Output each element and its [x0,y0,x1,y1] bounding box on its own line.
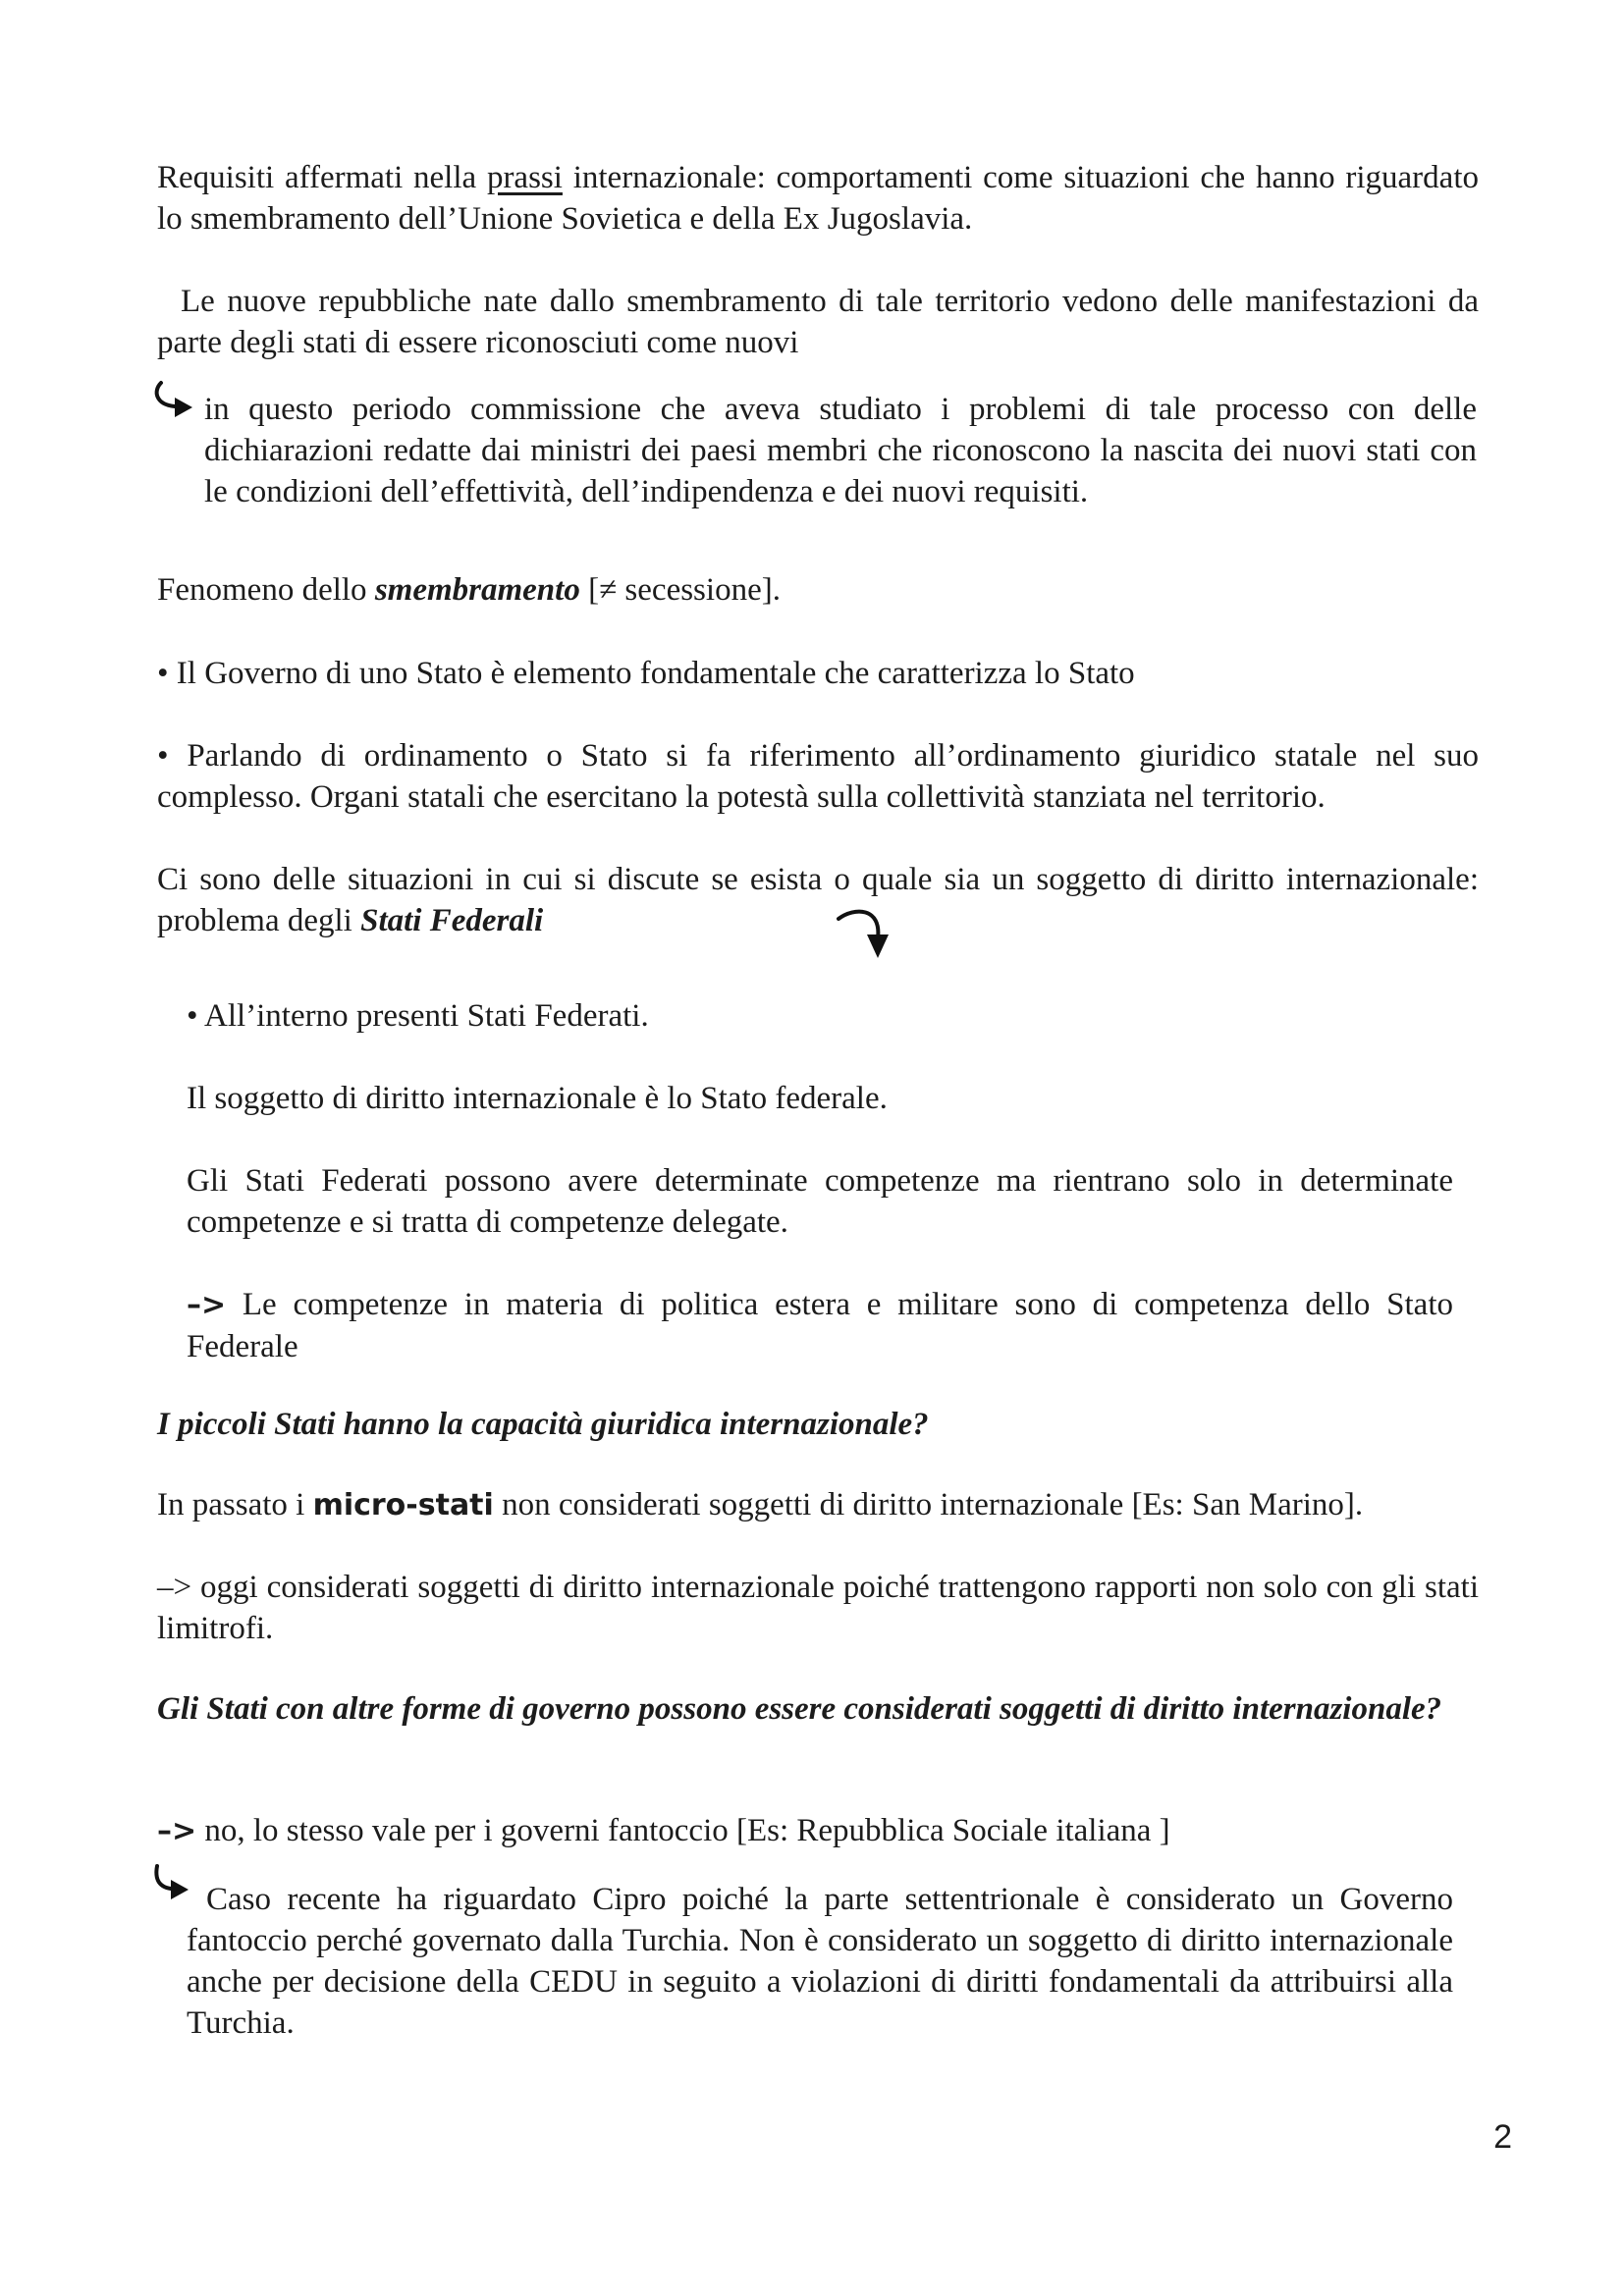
bullet-governo: • Il Governo di uno Stato è elemento fondamentale che caratterizza lo Stato [157,656,1135,691]
bullet-stati-federati: • All’interno presenti Stati Federati. [187,998,649,1034]
paragraph-politica-estera: –> Le competenze in materia di politica estera e militare sono di competenza dello Stato Federale [187,1287,1453,1364]
paragraph-soggetto-federale: Il soggetto di diritto internazionale è lo Stato federale. [187,1081,888,1116]
page-number: 2 [1493,2118,1512,2156]
bullet-ordinamento: • Parlando di ordinamento o Stato si fa riferimento all’ordinamento giuridico statale nel suo complesso. Organi statali che esercitano la potestà sulla collettività stanziata nel territorio. [157,738,1479,815]
heading-piccoli-stati: I piccoli Stati hanno la capacità giuridica internazionale? [157,1407,929,1442]
paragraph-commissione: in questo periodo commissione che aveva studiato i problemi di tale processo con delle dichiarazioni redatte dai ministri dei paesi membri che riconoscono la nascita dei nuovi stati con le condizioni dell’effettività, dell’indipendenza e dei nuovi requisiti. [204,392,1477,509]
arrow-glyph: –> [157,1814,197,1848]
heading-altre-forme: Gli Stati con altre forme di governo possono essere considerati soggetti di diritto internazionale? [157,1691,1442,1727]
paragraph-competenze: Gli Stati Federati possono avere determinate competenze ma rientrano solo in determinate competenze e si tratta di competenze delegate. [187,1163,1453,1240]
paragraph-oggi-considerati: –> oggi considerati soggetti di diritto internazionale poiché trattengono rapporti non solo con gli stati limitrofi. [157,1570,1479,1646]
curved-arrow-down-icon [835,903,901,964]
paragraph-nuove-repubbliche: Le nuove repubbliche nate dallo smembramento di tale territorio vedono delle manifestazioni da parte degli stati di essere riconosciuti come nuovi [157,284,1479,360]
paragraph-cipro: Caso recente ha riguardato Cipro poiché la parte settentrionale è considerato un Governo fantoccio perché governato dalla Turchia. Non è considerato un soggetto di diritto internazionale anche per decisione della CEDU in seguito a violazioni di diritti fondamentali da attribuirsi alla Turchia. [187,1882,1453,2041]
curved-arrow-icon [153,379,200,428]
paragraph-smembramento: Fenomeno dello smembramento [≠ secessione]. [157,572,781,608]
underlined-term: prassi [486,160,563,195]
paragraph-micro-stati: In passato i micro-stati non considerati soggetti di diritto internazionale [Es: San Marino]. [157,1487,1364,1522]
paragraph-governi-fantoccio: –> no, lo stesso vale per i governi fantoccio [Es: Repubblica Sociale italiana ] [157,1813,1170,1848]
paragraph-stati-federali: Ci sono delle situazioni in cui si discute se esista o quale sia un soggetto di diritto internazionale: problema degli Stati Federali [157,862,1479,938]
paragraph-prassi: Requisiti affermati nella prassi internazionale: comportamenti come situazioni che hanno riguardato lo smembramento dell’Unione Sovietica e della Ex Jugoslavia. [157,160,1479,237]
arrow-glyph: –> [187,1288,227,1322]
